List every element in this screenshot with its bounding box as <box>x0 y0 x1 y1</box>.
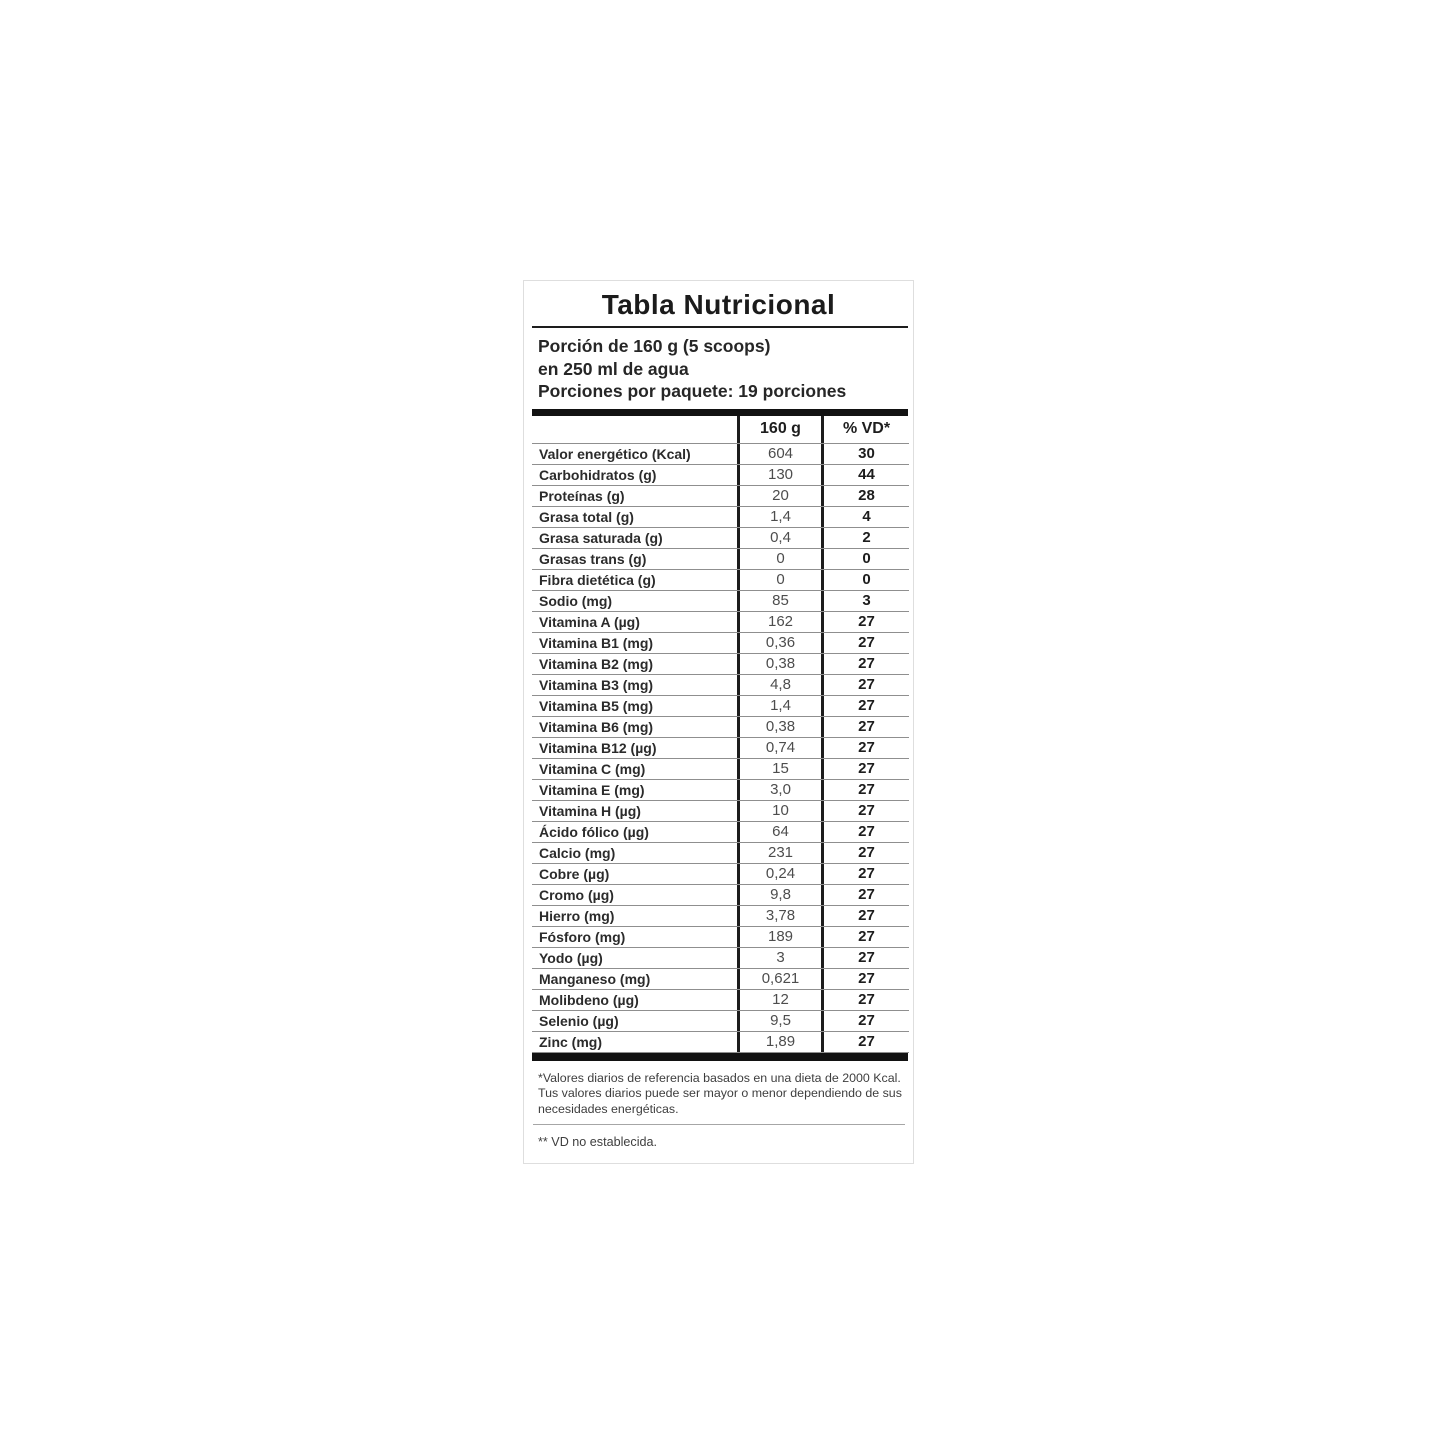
amount-cell: 0,4 <box>737 528 824 548</box>
table-row <box>532 843 909 864</box>
nutrient-name-cell: Vitamina H (µg) <box>539 802 641 819</box>
vd-cell: 27 <box>858 949 875 966</box>
nutrient-name-cell: Proteínas (g) <box>539 487 625 504</box>
daily-values-footnote <box>538 1071 905 1118</box>
amount-cell: 0,38 <box>737 717 824 737</box>
table-row <box>532 990 909 1011</box>
amount-cell: 9,5 <box>737 1011 824 1031</box>
nutrient-name-cell: Vitamina B6 (mg) <box>539 718 654 735</box>
table-row <box>532 738 909 759</box>
nutrient-name-cell: Cromo (µg) <box>539 886 614 903</box>
nutrient-name-cell: Vitamina E (mg) <box>539 781 645 798</box>
nutrient-name-cell: Carbohidratos (g) <box>539 466 657 483</box>
vd-cell: 27 <box>858 655 875 672</box>
nutrition-label-card <box>523 280 914 1164</box>
vd-cell: 27 <box>858 823 875 840</box>
table-row <box>532 507 909 528</box>
vd-cell: 27 <box>858 970 875 987</box>
vd-cell: 27 <box>858 739 875 756</box>
vd-cell: 27 <box>858 907 875 924</box>
serving-water-line: en 250 ml de agua <box>538 358 689 379</box>
vd-cell: 27 <box>858 718 875 735</box>
table-row <box>532 822 909 843</box>
table-row <box>532 927 909 948</box>
nutrition-table-body <box>532 444 909 1053</box>
nutrient-name-cell: Manganeso (mg) <box>539 970 651 987</box>
nutrient-name-cell: Vitamina B1 (mg) <box>539 634 654 651</box>
nutrition-table <box>532 416 909 1053</box>
table-row <box>532 654 909 675</box>
nutrient-header-cell <box>532 416 737 443</box>
amount-cell: 64 <box>737 822 824 842</box>
amount-header-cell: 160 g <box>737 416 824 443</box>
nutrient-name-cell: Grasas trans (g) <box>539 550 647 567</box>
vd-cell: 27 <box>858 781 875 798</box>
nutrient-name-cell: Vitamina B2 (mg) <box>539 655 654 672</box>
vd-cell: 27 <box>858 928 875 945</box>
vd-cell: 27 <box>858 802 875 819</box>
vd-cell: 28 <box>858 487 875 504</box>
vd-cell: 2 <box>862 529 871 546</box>
vd-cell: 0 <box>862 571 871 588</box>
vd-cell: 27 <box>858 1033 875 1050</box>
vd-cell: 30 <box>858 445 875 462</box>
amount-cell: 0,38 <box>737 654 824 674</box>
amount-cell: 0 <box>737 570 824 590</box>
table-row <box>532 885 909 906</box>
nutrient-name-cell: Valor energético (Kcal) <box>539 445 691 462</box>
title-divider <box>532 326 908 328</box>
vd-cell: 3 <box>862 592 871 609</box>
table-row <box>532 801 909 822</box>
table-bottom-bar <box>532 1053 908 1061</box>
table-row <box>532 633 909 654</box>
nutrient-name-cell: Molibdeno (µg) <box>539 991 639 1008</box>
amount-cell: 0,621 <box>737 969 824 989</box>
vd-not-established-note: ** VD no establecida. <box>538 1135 658 1149</box>
nutrient-name-cell: Zinc (mg) <box>539 1033 602 1050</box>
vd-header-cell: % VD* <box>842 420 891 437</box>
table-row <box>532 570 909 591</box>
table-row <box>532 465 909 486</box>
table-row <box>532 528 909 549</box>
amount-cell: 3,0 <box>737 780 824 800</box>
table-row <box>532 444 909 465</box>
table-row <box>532 948 909 969</box>
amount-cell: 0,74 <box>737 738 824 758</box>
nutrient-name-cell: Ácido fólico (µg) <box>539 823 649 840</box>
amount-cell: 162 <box>737 612 824 632</box>
vd-cell: 4 <box>862 508 871 525</box>
amount-cell: 1,89 <box>737 1032 824 1052</box>
nutrient-name-cell: Vitamina B5 (mg) <box>539 697 654 714</box>
table-row <box>532 612 909 633</box>
table-top-bar <box>532 409 908 416</box>
table-header-row <box>532 416 909 444</box>
nutrient-name-cell: Vitamina B3 (mg) <box>539 676 654 693</box>
footnote-line-1: *Valores diarios de referencia basados en una dieta de 2000 Kcal. <box>538 1070 901 1085</box>
nutrient-name-cell: Cobre (µg) <box>539 865 610 882</box>
vd-cell: 44 <box>858 466 875 483</box>
table-row <box>532 549 909 570</box>
nutrient-name-cell: Fibra dietética (g) <box>539 571 656 588</box>
nutrient-name-cell: Vitamina C (mg) <box>539 760 646 777</box>
amount-cell: 604 <box>737 444 824 464</box>
amount-cell: 231 <box>737 843 824 863</box>
nutrient-name-cell: Yodo (µg) <box>539 949 603 966</box>
nutrient-name-cell: Grasa saturada (g) <box>539 529 663 546</box>
footnote-line-3: necesidades energéticas. <box>538 1101 679 1116</box>
amount-cell: 0,24 <box>737 864 824 884</box>
serving-info <box>538 335 905 403</box>
amount-cell: 1,4 <box>737 507 824 527</box>
nutrient-name-cell: Vitamina A (µg) <box>539 613 640 630</box>
vd-cell: 0 <box>862 550 871 567</box>
nutrient-name-cell: Grasa total (g) <box>539 508 634 525</box>
footnote-line-2: Tus valores diarios puede ser mayor o menor dependiendo de sus <box>538 1086 902 1100</box>
amount-cell: 85 <box>737 591 824 611</box>
amount-cell: 9,8 <box>737 885 824 905</box>
vd-cell: 27 <box>858 697 875 714</box>
amount-cell: 0 <box>737 549 824 569</box>
table-row <box>532 1011 909 1032</box>
amount-cell: 3,78 <box>737 906 824 926</box>
table-row <box>532 486 909 507</box>
amount-cell: 12 <box>737 990 824 1010</box>
amount-cell: 130 <box>737 465 824 485</box>
table-row <box>532 906 909 927</box>
table-row <box>532 759 909 780</box>
table-row <box>532 717 909 738</box>
table-row <box>532 1032 909 1053</box>
amount-cell: 189 <box>737 927 824 947</box>
amount-cell: 3 <box>737 948 824 968</box>
servings-per-package-line: Porciones por paquete: 19 porciones <box>538 381 847 401</box>
vd-cell: 27 <box>858 1012 875 1029</box>
serving-size-line: Porción de 160 g (5 scoops) <box>538 336 771 356</box>
vd-cell: 27 <box>858 676 875 693</box>
table-row <box>532 969 909 990</box>
vd-cell: 27 <box>858 991 875 1008</box>
footnote-divider <box>533 1124 905 1125</box>
nutrient-name-cell: Selenio (µg) <box>539 1012 619 1029</box>
nutrient-name-cell: Fósforo (mg) <box>539 928 626 945</box>
nutrient-name-cell: Calcio (mg) <box>539 844 616 861</box>
amount-cell: 1,4 <box>737 696 824 716</box>
vd-cell: 27 <box>858 634 875 651</box>
nutrient-name-cell: Vitamina B12 (µg) <box>539 739 657 756</box>
amount-cell: 10 <box>737 801 824 821</box>
table-row <box>532 675 909 696</box>
vd-cell: 27 <box>858 613 875 630</box>
table-row <box>532 696 909 717</box>
vd-cell: 27 <box>858 886 875 903</box>
vd-cell: 27 <box>858 844 875 861</box>
amount-cell: 4,8 <box>737 675 824 695</box>
nutrient-name-cell: Hierro (mg) <box>539 907 615 924</box>
page-title: Tabla Nutricional <box>601 289 836 320</box>
vd-cell: 27 <box>858 760 875 777</box>
table-row <box>532 591 909 612</box>
vd-cell: 27 <box>858 865 875 882</box>
table-row <box>532 780 909 801</box>
amount-cell: 0,36 <box>737 633 824 653</box>
table-row <box>532 864 909 885</box>
amount-cell: 20 <box>737 486 824 506</box>
nutrient-name-cell: Sodio (mg) <box>539 592 613 609</box>
amount-cell: 15 <box>737 759 824 779</box>
